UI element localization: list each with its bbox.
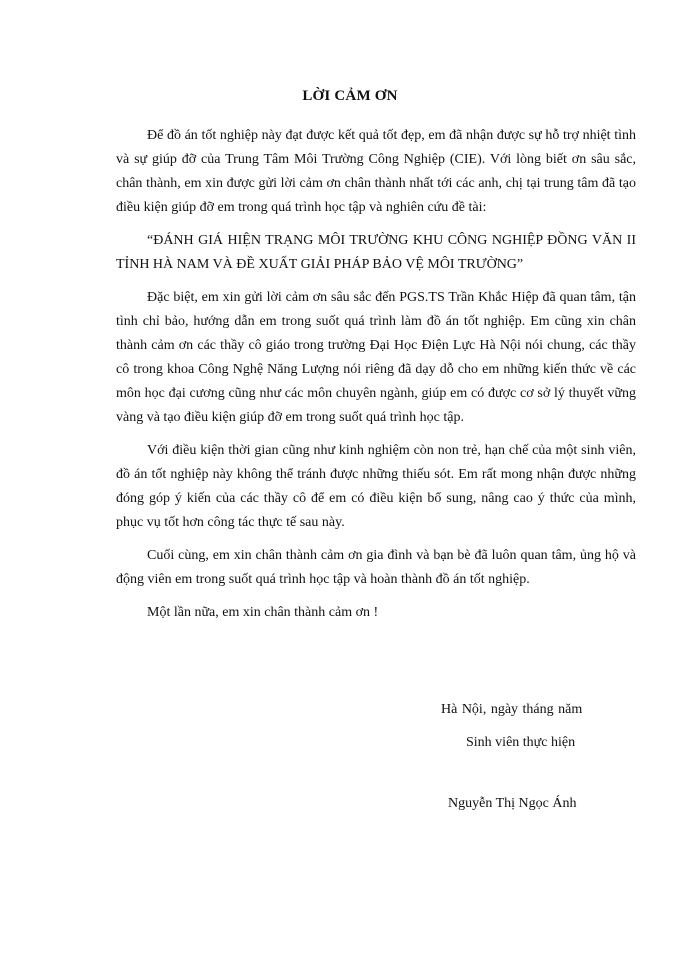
closing-paragraph: Một lần nữa, em xin chân thành cảm ơn ! (147, 605, 379, 620)
limitations-paragraph: Với điều kiện thời gian cũng như kinh nghiệm còn non trẻ, hạn chế của một sinh viên, đồ án tốt nghiệp này không thể tránh được những thiếu sót. Em rất mong nhận được những đóng góp ý kiến của các thầy cô để em có điều kiện bổ sung, nâng cao ý thức của mình, phục vụ tốt hơn công tác thực tế sau này. (116, 443, 636, 530)
intro-paragraph: Để đồ án tốt nghiệp này đạt được kết quả tốt đẹp, em đã nhận được sự hỗ trợ nhiệt tình và sự giúp đỡ của Trung Tâm Môi Trường Công Nghiệp (CIE). Với lòng biết ơn sâu sắc, chân thành, em xin được gửi lời cảm ơn chân thành nhất tới các anh, chị tại trung tâm đã tạo điều kiện giúp đỡ em trong quá trình học tập và nghiên cứu đề tài: (116, 128, 636, 215)
thesis-topic-paragraph: “ĐÁNH GIÁ HIỆN TRẠNG MÔI TRƯỜNG KHU CÔNG NGHIỆP ĐỒNG VĂN II TỈNH HÀ NAM VÀ ĐỀ XUẤT GIẢI PHÁP BẢO VỆ MÔI TRƯỜNG” (116, 233, 636, 272)
signer-name: Nguyễn Thị Ngọc Ánh (448, 796, 577, 811)
family-thanks-paragraph: Cuối cùng, em xin chân thành cảm ơn gia đình và bạn bè đã luôn quan tâm, ủng hộ và động viên em trong suốt quá trình học tập và hoàn thành đồ án tốt nghiệp. (116, 548, 636, 587)
date-line: Hà Nội, ngày tháng năm (441, 702, 583, 717)
advisor-thanks-paragraph: Đặc biệt, em xin gửi lời cảm ơn sâu sắc đến PGS.TS Trần Khắc Hiệp đã quan tâm, tận tình chỉ bảo, hướng dẫn em trong suốt quá trình làm đồ án tốt nghiệp. Em cũng xin chân thành cảm ơn các thầy cô giáo trong trường Đại Học Điện Lực Hà Nội nói chung, các thầy cô trong khoa Công Nghệ Năng Lượng nói riêng đã dạy dỗ cho em những kiến thức về các môn học đại cương cũng như các môn chuyên ngành, giúp em có được cơ sở lý thuyết vững vàng và tạo điều kiện giúp đỡ em trong suốt quá trình học tập. (116, 290, 636, 425)
document-body (116, 124, 636, 625)
page-title: LỜI CẢM ƠN (302, 88, 398, 104)
signer-label: Sinh viên thực hiện (466, 735, 576, 750)
